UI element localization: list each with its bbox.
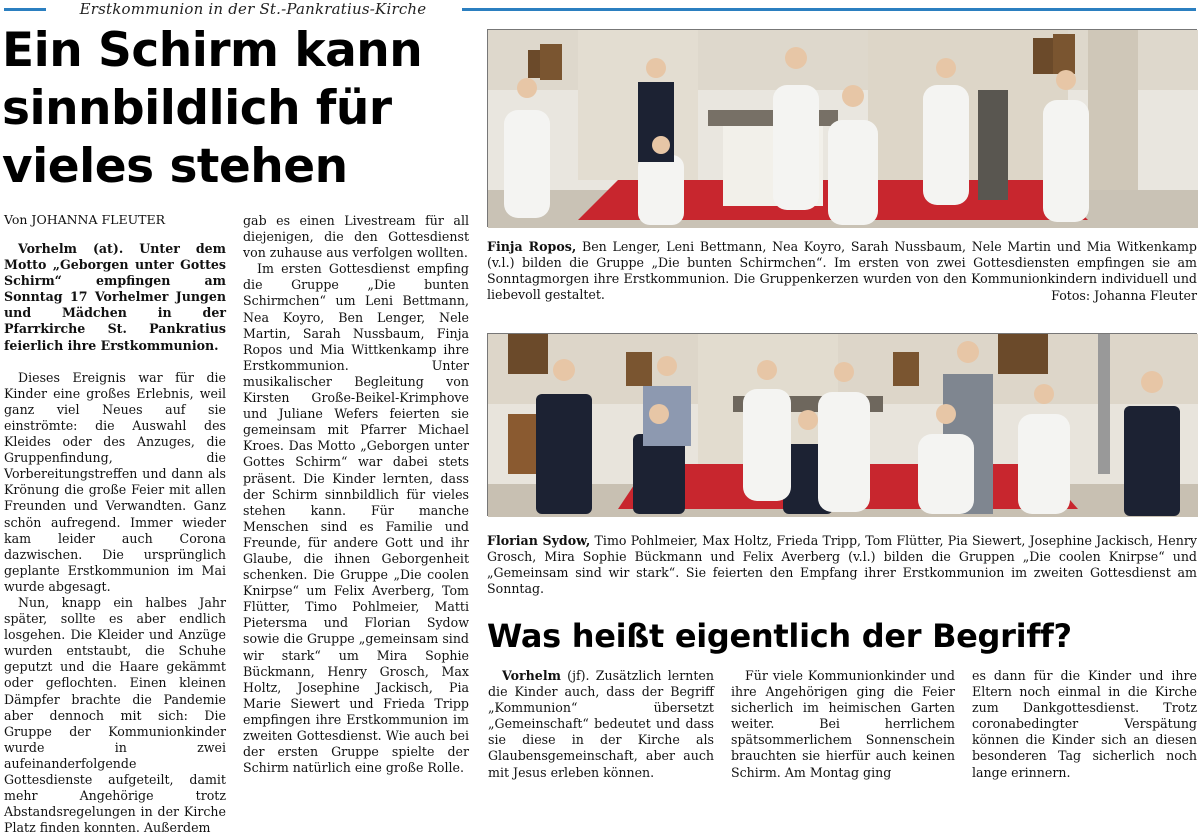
photo-group-1 bbox=[487, 29, 1197, 227]
article-lead: Vorhelm (at). Unter dem Motto „Geborgen unter Gottes Schirm“ empfingen am Sonntag 17 Vorhelmer Jungen und Mädchen in der Pfarrkirche St. Pankratius feierlich ihre Erstkommunion. bbox=[4, 241, 226, 353]
photo-credit: Fotos: Johanna Fleuter bbox=[1051, 288, 1197, 303]
sub-article-text: es dann für die Kinder und ihre Eltern noch einmal in die Kirche zum Dankgottesdienst. Trotz coronabedingter Verspätung können die Kinder sich an diesen besonderen Tag sicherlich noch lange erinnern. bbox=[972, 668, 1197, 780]
kicker-rule-right bbox=[462, 8, 1196, 11]
caption-text: Ben Lenger, Leni Bettmann, Nea Koyro, Sarah Nussbaum, Nele Martin und Mia Witkenkamp (v.l.) bilden die Gruppe „Die bunten Schirmchen“. Im ersten von zwei Gottesdiensten empfingen sie am Sonntagmorgen ihre Erstkommunion. Die Gruppenkerzen wurden von den Kommunionkindern individuell und liebevoll gestaltet. bbox=[487, 239, 1197, 302]
article-paragraph: Dieses Ereignis war für die Kinder eine großes Erlebnis, weil ganz viel Neues auf sie einströmte: die Auswahl des Kleides oder des Anzuges, die Gruppenfindung, die Vorbereitungstreffen und dann als Krönung die große Feier mit allen Freunden und Verwandten. Ganz schön aufregend. Immer wieder kam leider auch Corona dazwischen. Die ursprünglich geplante Erstkommunion im Mai wurde abgesagt. bbox=[4, 369, 226, 594]
sub-article-column-3 bbox=[972, 668, 1197, 781]
article-paragraph: Nun, knapp ein halbes Jahr später, sollte es aber endlich losgehen. Die Kleider und Anzüge wurden entstaubt, die Schuhe geputzt und die Haare gekämmt oder geflochten. Einen kleinen Dämpfer brachte die Pandemie aber dennoch mit sich: Die Gruppe der Kommunionkinder wurde in zwei aufeinanderfolgende Gottesdienste aufgeteilt, damit mehr Angehörige trotz Abstandsregelungen in der Kirche Platz finden konnten. Außerdem bbox=[4, 594, 226, 836]
article-paragraph: gab es einen Livestream für all diejenigen, die den Gottesdienst von zuhause aus verfolgen wollten. bbox=[243, 213, 469, 261]
article-column-2 bbox=[243, 213, 469, 776]
sub-article-text: (jf). Zusätzlich lernten die Kinder auch, dass der Begriff „Kommunion“ übersetzt „Gemeinschaft“ bedeutet und dass sie diese in der Kirche als Glaubensgemeinschaft, aber auch mit Jesus erleben können. bbox=[488, 668, 714, 780]
sub-article-dateline: Vorhelm bbox=[502, 668, 561, 683]
church-photo-2 bbox=[488, 334, 1198, 517]
sub-article-column-1 bbox=[488, 668, 714, 781]
headline: Ein Schirm kann sinnbildlich für vieles stehen bbox=[2, 23, 423, 194]
caption-text: Timo Pohlmeier, Max Holtz, Frieda Tripp, Tom Flütter, Pia Siewert, Josephine Jackisch, Henry Grosch, Mira Sophie Bückmann und Felix Averberg (v.l.) bilden die Gruppen „Die coolen Knirpse“ und „Gemeinsam sind wir stark“. Sie feierten den Empfang ihrer Erstkommunion im zweiten Gottesdienst am Sonntag. bbox=[487, 533, 1197, 596]
photo-group-2 bbox=[487, 333, 1197, 516]
kicker-rule-left bbox=[4, 8, 46, 11]
article-column-1 bbox=[4, 241, 226, 836]
church-photo-1 bbox=[488, 30, 1198, 228]
caption-lead: Finja Ropos, bbox=[487, 239, 577, 254]
byline: Von JOHANNA FLEUTER bbox=[4, 212, 165, 227]
photo-caption-2 bbox=[487, 533, 1197, 597]
article-paragraph: Im ersten Gottesdienst empfing die Gruppe „Die bunten Schirmchen“ um Leni Bettmann, Nea Koyro, Ben Lenger, Nele Martin, Sarah Nussbaum, Finja Ropos und Mia Wittkenkamp ihre Erstkommunion. Unter musikalischer Begleitung von Kirsten Große-Beikel-Krimphove und Juliane Wefers feierten sie gemeinsam mit Pfarrer Michael Kroes. Das Motto „Geborgen unter Gottes Schirm“ war dabei stets präsent. Die Kinder lernten, dass der Schirm sinnbildlich für vieles stehen kann. Für manche Menschen sind es Familie und Freunde, für andere Gott und ihr Glaube, die ihnen Geborgenheit schenken. Die Gruppe „Die coolen Knirpse“ um Felix Averberg, Tom Flütter, Timo Pohlmeier, Matti Pietersma und Florian Sydow sowie die Gruppe „gemeinsam sind wir stark“ um Mira Sophie Bückmann, Henry Grosch, Max Holtz, Josephine Jackisch, Pia Marie Siewert und Frieda Tripp empfingen ihre Erstkommunion im zweiten Gottesdienst. Wie auch bei der ersten Gruppe spielte der Schirm natürlich eine große Rolle. bbox=[243, 261, 469, 776]
kicker: Erstkommunion in der St.-Pankratius-Kirche bbox=[79, 0, 427, 18]
subheadline: Was heißt eigentlich der Begriff? bbox=[487, 617, 1072, 655]
caption-lead: Florian Sydow, bbox=[487, 533, 591, 548]
sub-article-text: Für viele Kommunionkinder und ihre Angehörigen ging die Feier sicherlich im heimischen Garten weiter. Bei herrlichem spätsommerlichem Sonnenschein brauchten sie hierfür auch keinen Schirm. Am Montag ging bbox=[731, 668, 955, 780]
sub-article-column-2 bbox=[731, 668, 955, 781]
